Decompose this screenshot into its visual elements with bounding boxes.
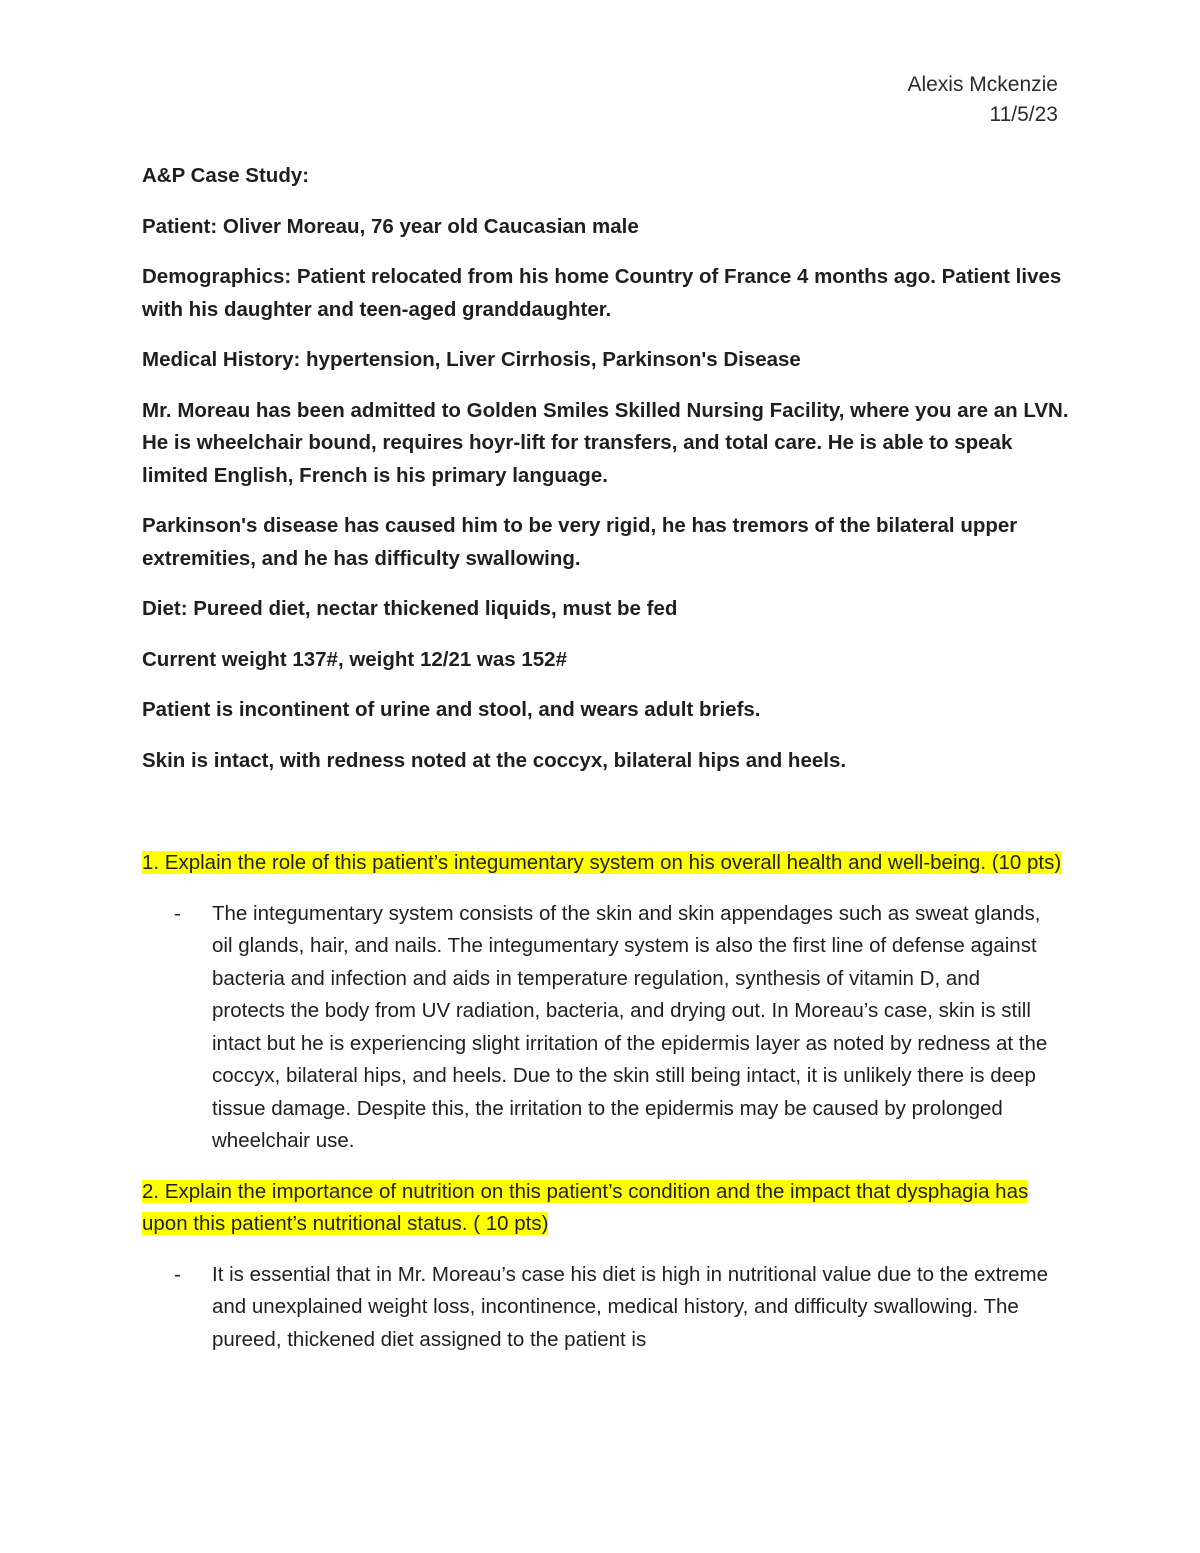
medical-history-line: Medical History: hypertension, Liver Cirrhosis, Parkinson's Disease [142, 348, 801, 371]
admission-paragraph: Mr. Moreau has been admitted to Golden Smiles Skilled Nursing Facility, where you are an LVN. He is wheelchair bound, requires hoyr-lift for transfers, and total care. He is able to speak limited English, French is his primary language. [142, 398, 1069, 487]
answer-1-text: The integumentary system consists of the skin and skin appendages such as sweat glands, oil glands, hair, and nails. The integumentary system is also the first line of defense against bacteria and infection and aids in temperature regulation, synthesis of vitamin D, and protects the body from UV radiation, bacteria, and drying out. In Moreau’s case, skin is still intact but he is experiencing slight irritation of the epidermis layer as noted by redness at the coccyx, bilateral hips, and heels. Due to the skin still being intact, it is unlikely there is deep tissue damage. Despite this, the irritation to the epidermis may be caused by prolonged wheelchair use. [212, 901, 1048, 1152]
incontinence-line: Patient is incontinent of urine and stool, and wears adult briefs. [142, 698, 761, 721]
section-spacer [142, 795, 1072, 847]
answer-2 [142, 1259, 1072, 1357]
parkinsons-paragraph: Parkinson's disease has caused him to be very rigid, he has tremors of the bilateral upper extremities, and he has difficulty swallowing. [142, 514, 1018, 570]
demographics-paragraph: Demographics: Patient relocated from his home Country of France 4 months ago. Patient lives with his daughter and teen-aged granddaughter. [142, 265, 1062, 321]
question-1 [142, 847, 1072, 880]
question-1-text: 1. Explain the role of this patient’s integumentary system on his overall health and well-being. (10 pts) [142, 851, 1062, 874]
answer-1-bullet: - [174, 901, 181, 925]
skin-line: Skin is intact, with redness noted at the coccyx, bilateral hips and heels. [142, 748, 847, 772]
document-header [907, 70, 1058, 130]
answer-2-text: It is essential that in Mr. Moreau’s case his diet is high in nutritional value due to the extreme and unexplained weight loss, incontinence, medical history, and difficulty swallowing. The pureed, thickened diet assigned to the patient is [212, 1262, 1049, 1351]
question-2-text: 2. Explain the importance of nutrition on this patient’s condition and the impact that dysphagia has upon this patient’s nutritional status. ( 10 pts) [142, 1179, 1029, 1235]
diet-line: Diet: Pureed diet, nectar thickened liquids, must be fed [142, 597, 678, 620]
answer-2-bullet: - [174, 1262, 181, 1286]
weight-line: Current weight 137#, weight 12/21 was 152# [142, 647, 567, 671]
document-body [142, 160, 1072, 1374]
patient-line: Patient: Oliver Moreau, 76 year old Caucasian male [142, 214, 639, 238]
author-name: Alexis Mckenzie [907, 73, 1058, 96]
case-title: A&P Case Study: [142, 164, 310, 187]
answer-1 [142, 898, 1072, 1158]
question-2 [142, 1176, 1072, 1241]
document-date: 11/5/23 [989, 103, 1058, 126]
